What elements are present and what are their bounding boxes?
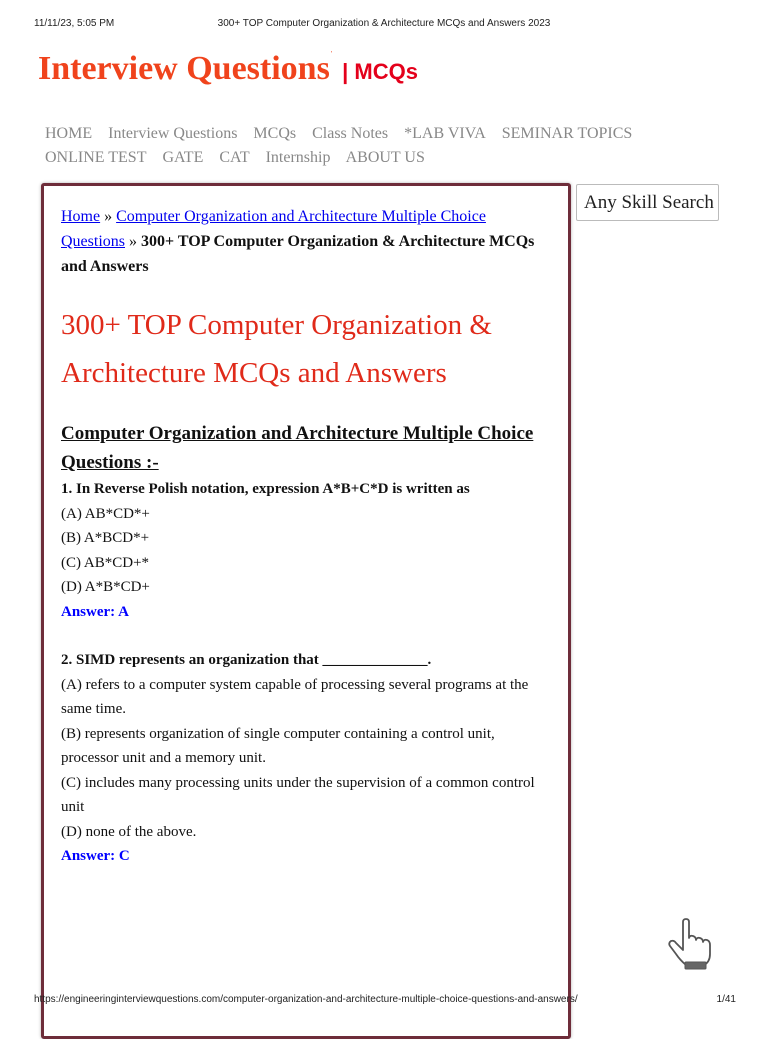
print-date: 11/11/23, 5:05 PM <box>34 18 115 29</box>
article-inner <box>61 204 541 869</box>
question-block <box>61 648 541 869</box>
breadcrumb-separator: » <box>125 233 141 250</box>
nav-about-us[interactable]: ABOUT US <box>345 149 425 166</box>
breadcrumb-category-link[interactable]: Computer Organization and Architecture Multiple Choice Questions <box>61 208 486 250</box>
nav-seminar-topics[interactable]: SEMINAR TOPICS <box>501 125 633 142</box>
nav-interview-questions[interactable]: Interview Questions <box>108 125 238 142</box>
print-url: https://engineeringinterviewquestions.com/computer-organization-and-architecture-multiple-choice-questions-and-answers/ <box>34 994 578 1005</box>
print-footer <box>0 994 768 1008</box>
option-d: (D) A*B*CD+ <box>61 579 150 595</box>
option-b: (B) A*BCD*+ <box>61 530 150 546</box>
option-a: (A) refers to a computer system capable of processing several programs at the same time. <box>61 676 529 717</box>
nav-online-test[interactable]: ONLINE TEST <box>45 149 147 166</box>
breadcrumb-current: 300+ TOP Computer Organization & Architecture MCQs and Answers <box>61 233 535 275</box>
option-b: (B) represents organization of single computer containing a control unit, processor unit and a memory unit. <box>61 725 495 766</box>
nav-mcqs[interactable]: MCQs <box>253 125 297 142</box>
page-title: 300+ TOP Computer Organization & Architecture MCQs and Answers <box>61 309 492 389</box>
site-brand[interactable]: Interview Questions <box>38 50 330 87</box>
site-subtitle[interactable]: | MCQs <box>342 59 418 84</box>
site-brand-mark: ' <box>330 50 333 58</box>
article-container <box>41 183 571 1039</box>
site-title[interactable] <box>38 50 418 88</box>
answer-text: Answer: C <box>61 848 130 864</box>
nav-internship[interactable]: Internship <box>265 149 331 166</box>
answer-text: Answer: A <box>61 603 129 620</box>
nav-class-notes[interactable]: Class Notes <box>312 125 389 142</box>
option-a: (A) AB*CD*+ <box>61 505 150 522</box>
print-header <box>0 18 768 32</box>
question-text: 2. SIMD represents an organization that ______________. <box>61 652 432 668</box>
option-d: (D) none of the above. <box>61 823 197 840</box>
section-heading: Computer Organization and Architecture Multiple Choice Questions :- <box>61 423 534 473</box>
nav-home[interactable]: HOME <box>45 125 93 142</box>
main-nav <box>45 122 735 170</box>
nav-lab-viva[interactable]: *LAB VIVA <box>404 125 486 142</box>
hand-pointer-icon[interactable] <box>668 918 712 970</box>
question-text: 1. In Reverse Polish notation, expression A*B+C*D is written as <box>61 481 470 497</box>
nav-gate[interactable]: GATE <box>162 149 204 166</box>
breadcrumb-home-link[interactable]: Home <box>61 208 101 225</box>
option-c: (C) AB*CD+* <box>61 554 150 571</box>
skill-search-input[interactable]: Any Skill Search <box>576 184 719 221</box>
breadcrumb <box>61 204 541 279</box>
question-block <box>61 477 541 624</box>
breadcrumb-separator: » <box>100 208 117 225</box>
option-c: (C) includes many processing units under the supervision of a common control unit <box>61 774 535 815</box>
print-page-number: 1/41 <box>716 994 736 1005</box>
nav-cat[interactable]: CAT <box>219 149 250 166</box>
print-doc-title: 300+ TOP Computer Organization & Architecture MCQs and Answers 2023 <box>217 18 551 29</box>
